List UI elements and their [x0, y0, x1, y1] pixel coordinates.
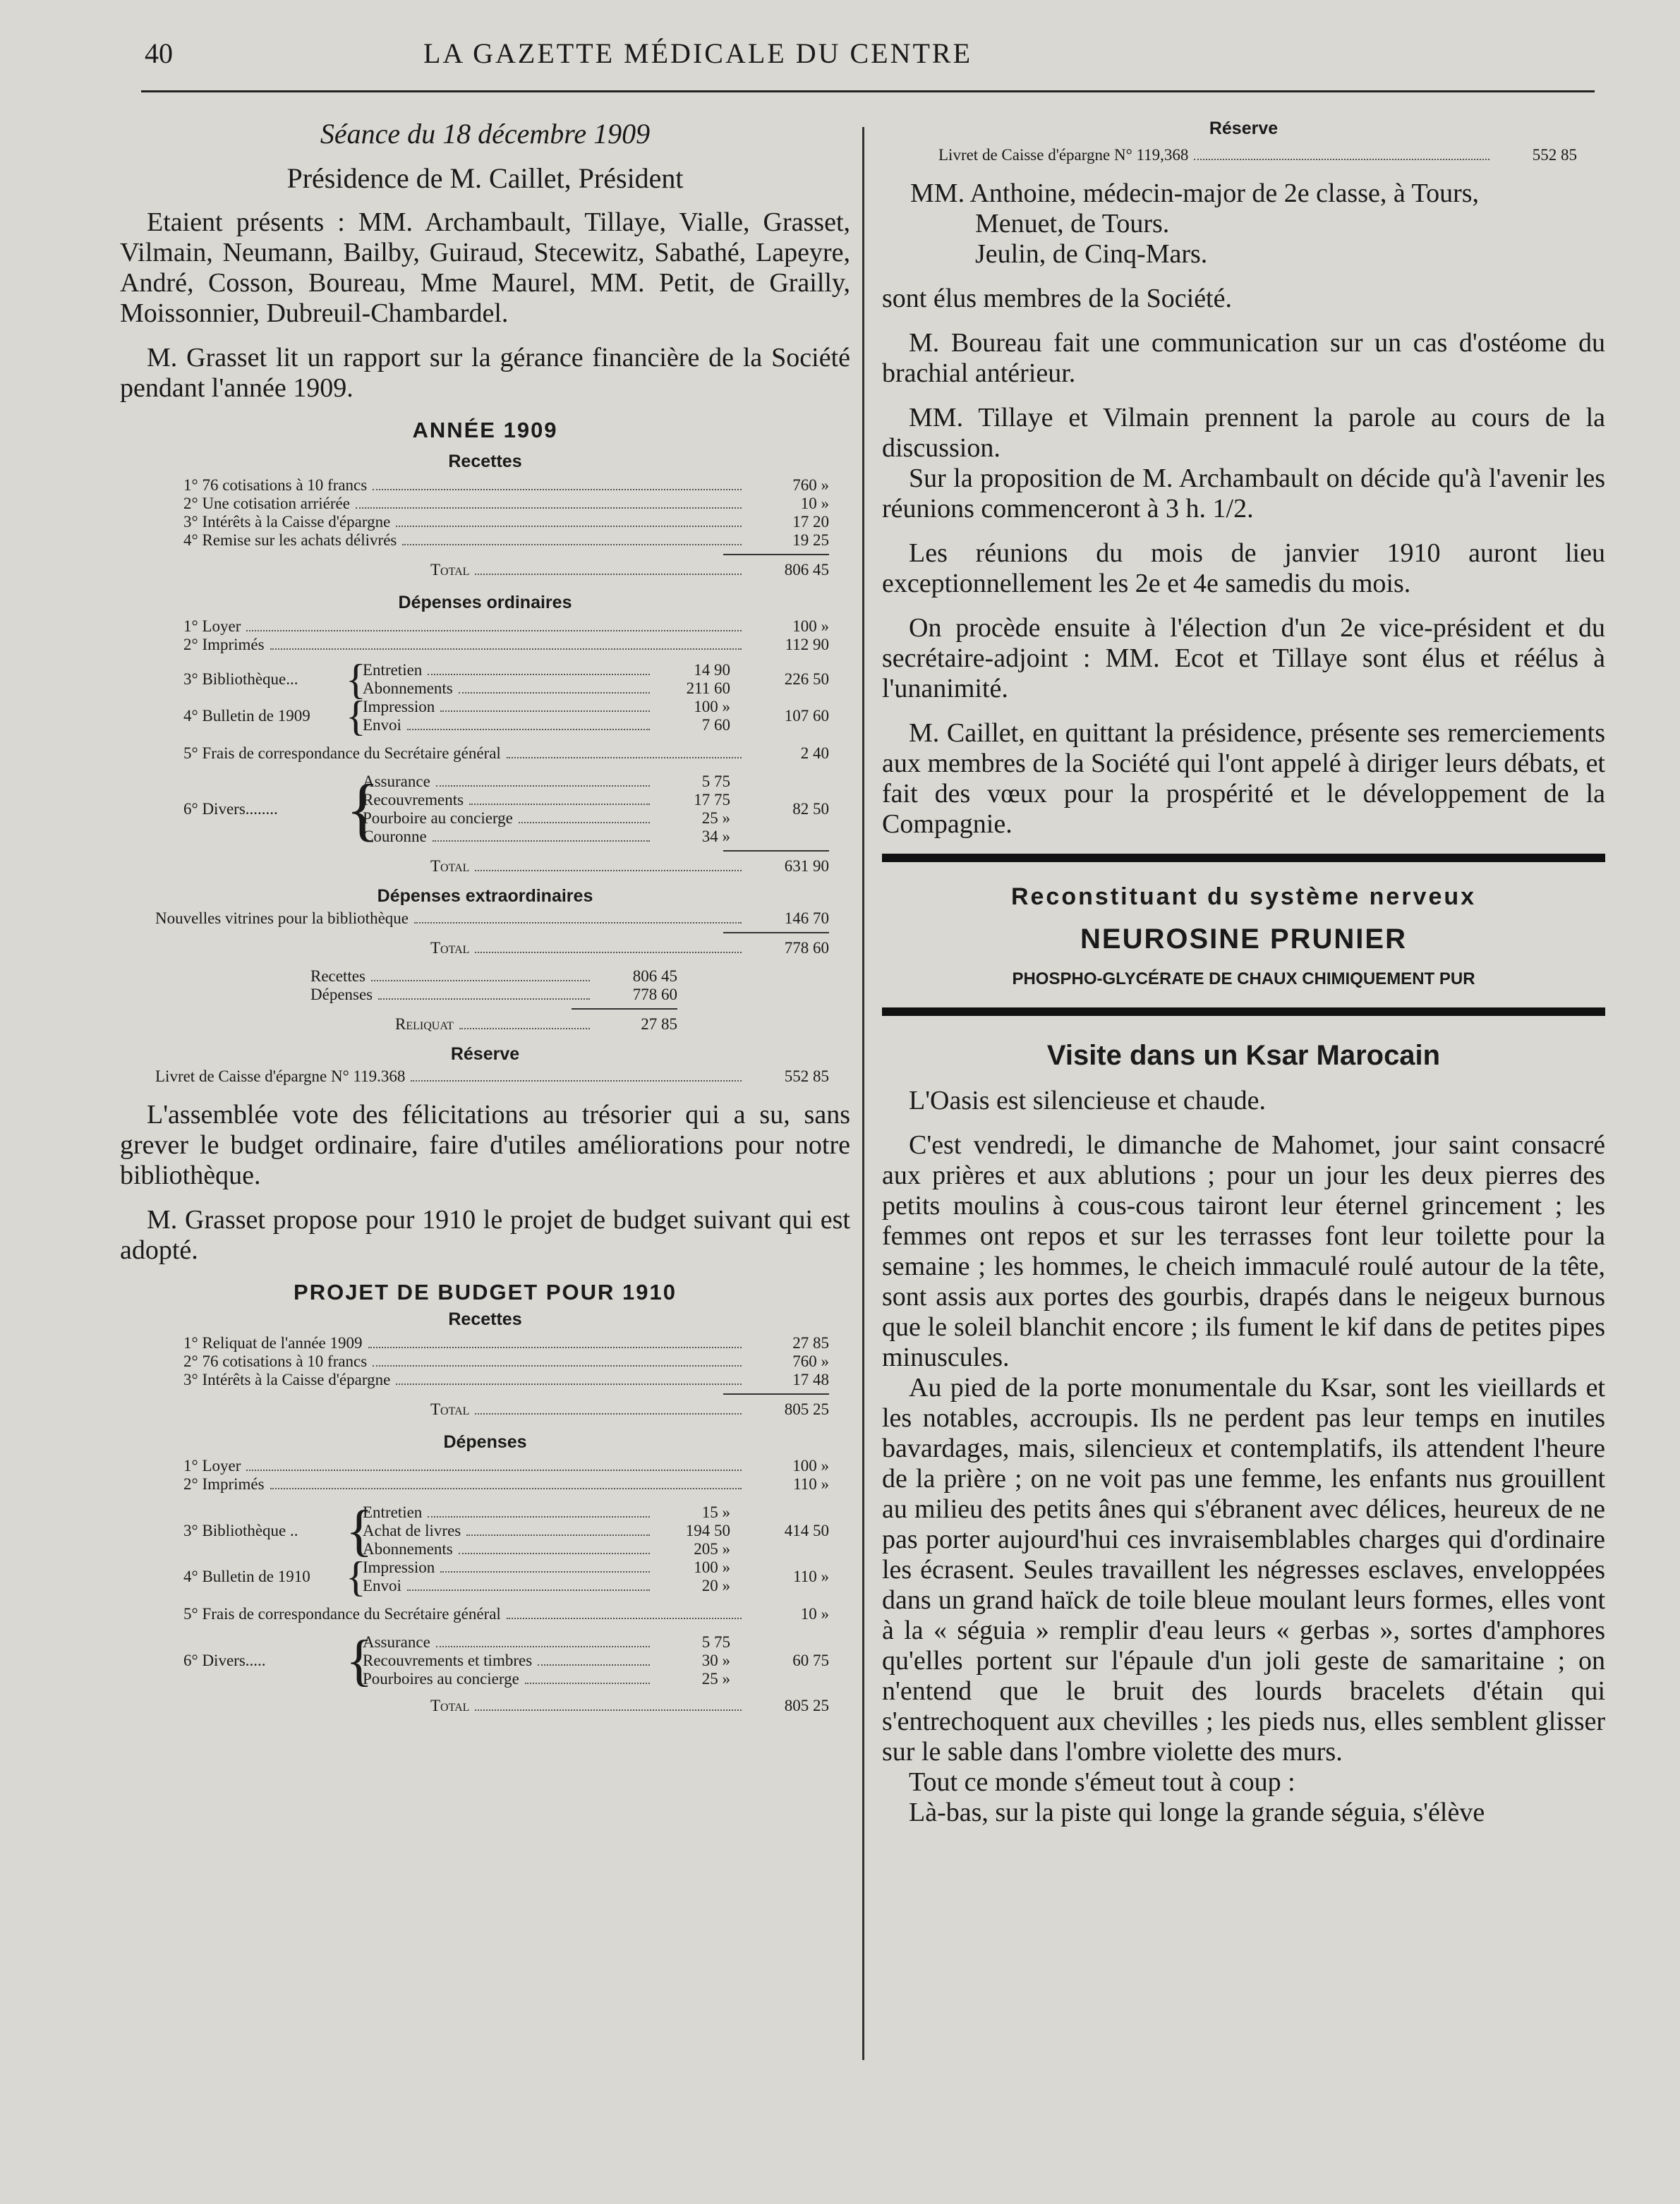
item-label: Abonnements	[363, 679, 453, 697]
bilan	[183, 967, 677, 1034]
ad-top-rule	[882, 854, 1605, 862]
group-label: 4° Bulletin de 1910	[183, 1568, 310, 1585]
item-label: Envoi	[363, 716, 401, 734]
item-label: Envoi	[363, 1577, 401, 1594]
expense-row	[155, 909, 829, 928]
accounts-1910	[120, 1330, 850, 1715]
expense-label: 5° Frais de correspondance du Secrétaire général	[183, 744, 501, 762]
expense-label: 1° Loyer	[183, 617, 241, 635]
group-total: 226 50	[784, 670, 829, 688]
bilan-label: Dépenses	[310, 986, 373, 1003]
expense-amount: 110 »	[793, 1475, 829, 1493]
item-amount: 205 »	[694, 1540, 730, 1558]
recette-label: 2° Une cotisation arriérée	[183, 495, 350, 512]
expense-row	[183, 636, 829, 654]
recette-label: 3° Intérêts à la Caisse d'épargne	[183, 1371, 391, 1388]
item-label: Couronne	[363, 828, 427, 845]
expense-label: 5° Frais de correspondance du Secrétaire général	[183, 1605, 501, 1623]
item-label: Entretien	[363, 1503, 423, 1521]
item-amount: 25 »	[701, 1670, 730, 1688]
item-amount: 17 75	[694, 791, 730, 809]
article-paragraph: L'Oasis est silencieuse et chaude.	[909, 1086, 1266, 1115]
bilan-amount: 778 60	[632, 986, 677, 1003]
article-paragraph: Là-bas, sur la piste qui longe la grande séguia, s'élève	[909, 1798, 1485, 1827]
recette-row	[183, 476, 829, 495]
proposition-text: Sur la proposition de M. Archambault on décide qu'à l'avenir les réunions commenceront à 3 h. 1/2.	[882, 464, 1605, 523]
header-rule	[141, 90, 1595, 92]
boureau-text: M. Boureau fait une communication sur un cas d'ostéome du brachial antérieur.	[882, 328, 1605, 388]
item-label: Pourboire au concierge	[363, 809, 513, 827]
group-total: 110 »	[793, 1568, 829, 1585]
expense-group-bibliotheque: 3° Bibliothèque... { Entretien 14 90 Abonnements 211 60 226 50	[183, 656, 829, 703]
expense-label: Nouvelles vitrines pour la bibliothèque	[155, 909, 409, 927]
expense-label: 2° Imprimés	[183, 636, 265, 653]
members-line: Menuet, de Tours.	[975, 209, 1170, 238]
item-amount: 25 »	[701, 809, 730, 827]
expense-row	[183, 744, 829, 763]
total-row	[183, 561, 829, 579]
recettes-title: Recettes	[448, 452, 522, 471]
item-label: Impression	[363, 698, 435, 715]
members-line: MM. Anthoine, médecin-major de 2e classe, à Tours,	[910, 178, 1480, 208]
left-column	[120, 119, 850, 1715]
reserve-title: Réserve	[450, 1044, 520, 1064]
projet-recettes-title: Recettes	[448, 1309, 522, 1329]
reserve-label: Livret de Caisse d'épargne N° 119,368	[938, 146, 1189, 164]
expense-amount: 2 40	[800, 744, 829, 762]
expense-row	[183, 1457, 829, 1475]
recette-label: 1° Reliquat de l'année 1909	[183, 1334, 363, 1352]
group-label: 4° Bulletin de 1909	[183, 707, 310, 725]
total-label: Total	[430, 857, 470, 875]
recette-amount: 17 20	[792, 513, 829, 531]
bilan-label: Recettes	[310, 967, 365, 985]
total-row	[183, 1697, 829, 1715]
total-amount: 806 45	[784, 561, 829, 579]
expense-amount: 100 »	[792, 1457, 829, 1475]
members-line: Jeulin, de Cinq-Mars.	[975, 239, 1208, 269]
rapport-text: M. Grasset lit un rapport sur la gérance financière de la Société pendant l'année 1909.	[120, 343, 850, 403]
recette-row	[183, 531, 829, 550]
reserve-amount: 552 85	[1532, 146, 1577, 164]
column-divider	[862, 127, 864, 2060]
projet-depenses-title: Dépenses	[443, 1432, 527, 1452]
item-amount: 30 »	[701, 1652, 730, 1669]
article-paragraph: Tout ce monde s'émeut tout à coup :	[909, 1767, 1295, 1797]
recette-amount: 760 »	[792, 476, 829, 494]
reserve-row	[938, 146, 1577, 164]
recette-label: 3° Intérêts à la Caisse d'épargne	[183, 513, 391, 531]
item-label: Recouvrements et timbres	[363, 1652, 533, 1669]
expense-amount: 10 »	[800, 1605, 829, 1623]
item-label: Assurance	[363, 773, 430, 790]
group-total: 414 50	[784, 1522, 829, 1539]
total-label: Total	[430, 561, 470, 579]
reserve-title: Réserve	[1209, 119, 1279, 138]
depenses-ord-title: Dépenses ordinaires	[398, 593, 572, 612]
presents-list: Etaient présents : MM. Archambault, Tillaye, Vialle, Grasset, Vilmain, Neumann, Bailby, Guiraud, Stecewitz, Sabathé, Lapeyre, André, Cosson, Boureau, Mme Maurel, MM. Petit, de Grailly, Moissonnier, Dubreuil-Chambardel.	[120, 207, 850, 328]
presidence: Présidence de M. Caillet, Président	[286, 162, 684, 194]
expense-label: 2° Imprimés	[183, 1475, 265, 1493]
ad-bottom-rule	[882, 1007, 1605, 1016]
reserve-amount: 552 85	[784, 1067, 829, 1085]
expense-amount: 146 70	[784, 909, 829, 927]
expense-group-bibliotheque: 3° Bibliothèque .. { Entretien 15 » Achat de livres 194 50 Abonnements 205 » 414 50	[183, 1500, 829, 1562]
item-amount: 194 50	[685, 1522, 730, 1539]
page-number: 40	[145, 37, 173, 69]
item-label: Assurance	[363, 1633, 430, 1651]
total-label: Total	[430, 1697, 470, 1714]
group-label: 6° Divers........	[183, 800, 278, 818]
total-row	[183, 857, 829, 876]
item-label: Achat de livres	[363, 1522, 461, 1539]
journal-title: LA GAZETTE MÉDICALE DU CENTRE	[423, 37, 973, 69]
item-amount: 34 »	[701, 828, 730, 845]
group-label: 3° Bibliothèque...	[183, 670, 298, 688]
reliquat-label: Reliquat	[395, 1015, 454, 1033]
recette-row	[183, 495, 829, 513]
item-amount: 211 60	[686, 679, 730, 697]
bilan-amount: 806 45	[632, 967, 677, 985]
item-label: Entretien	[363, 661, 423, 679]
item-amount: 5 75	[701, 1633, 730, 1651]
group-total: 82 50	[792, 800, 829, 818]
total-label: Total	[430, 1400, 470, 1418]
election-text: On procède ensuite à l'élection d'un 2e vice-président et du secrétaire-adjoint : MM. Ecot et Tillaye sont élus et réélus à l'unanimité.	[882, 613, 1605, 703]
propose-text: M. Grasset propose pour 1910 le projet de budget suivant qui est adopté.	[120, 1205, 850, 1265]
tillaye-text: MM. Tillaye et Vilmain prennent la parole au cours de la discussion.	[882, 403, 1605, 463]
expense-amount: 112 90	[785, 636, 829, 653]
projet-title: PROJET DE BUDGET POUR 1910	[294, 1280, 677, 1304]
recette-amount: 760 »	[792, 1352, 829, 1370]
group-total: 107 60	[784, 707, 829, 725]
item-label: Pourboires au concierge	[363, 1670, 519, 1688]
expense-group-divers: 6° Divers..... { Assurance 5 75 Recouvrements et timbres 30 » Pourboires au concierge 25 » 60 75	[183, 1630, 829, 1692]
recette-amount: 17 48	[792, 1371, 829, 1388]
item-amount: 14 90	[694, 661, 730, 679]
right-column	[882, 119, 1605, 1828]
expense-group-divers: 6° Divers........ { Assurance 5 75 Recouvrements 17 75 Pourboire au concierge 25 » Couronne 34 » 82 50	[183, 770, 829, 848]
item-amount: 5 75	[701, 773, 730, 790]
elus-text: sont élus membres de la Société.	[882, 284, 1232, 313]
reliquat-amount: 27 85	[641, 1015, 677, 1033]
total-row	[183, 1400, 829, 1419]
article-paragraph: C'est vendredi, le dimanche de Mahomet, jour saint consacré aux prières et aux ablutions ; pour un jour les deux pierres des petits moulins à cous-cous tairont leur éternel grincement ; les femmes ont repos et sur les terrasses font leur toilette pour la semaine ; les hommes, le cheich immaculé roulé autour de la tête, sont assis aux portes des gourbis, drapés dans le neigeux burnous que le soleil blanchit encore ; ils fument le kif dans de petites pipes minuscules.	[882, 1130, 1605, 1372]
group-label: 6° Divers.....	[183, 1652, 266, 1669]
accounts-1909	[120, 472, 850, 1086]
total-amount: 631 90	[784, 857, 829, 875]
item-amount: 100 »	[694, 698, 730, 715]
recette-row	[183, 513, 829, 531]
article-paragraph: Au pied de la porte monumentale du Ksar, sont les vieillards et les notables, accroupis. Ils ne perdent pas leur temps en inutiles bavardages, mais, silencieux et contemplatifs, ils attendent l'heure de la prière ; on ne voit pas une femme, les enfants nus grouillent au milieu des petits ânes qui s'ébranent avec délices, heureux de ne pas porter aujourd'hui ces invraisemblables charges qui d'ordinaire les écrasent. Seules travaillent les négresses esclaves, enveloppées dans un grand haïck de toile bleue moulant leurs formes, elles vont à la « séguia » remplir d'eau leurs « gerbas », sortes d'amphores qu'elles portent sur l'épaule d'un joli geste de samaritaine ; on n'entend que le bruit des lourds bracelets d'étain qui s'entrechoquent aux chevilles ; les pieds nus, elles semblent glisser sur le sable dans l'ombre violette des murs.	[882, 1373, 1605, 1767]
annee-title: ANNÉE 1909	[412, 418, 558, 442]
recette-row	[183, 1352, 829, 1371]
reserve-block	[882, 139, 1605, 164]
item-label: Impression	[363, 1558, 435, 1576]
recette-amount: 19 25	[792, 531, 829, 549]
recette-label: 4° Remise sur les achats délivrés	[183, 531, 397, 549]
reserve-row	[155, 1067, 829, 1086]
expense-group-bulletin: 4° Bulletin de 1909 { Impression 100 » Envoi 7 60 107 60	[183, 693, 829, 739]
recette-row	[183, 1334, 829, 1352]
group-label: 3° Bibliothèque ..	[183, 1522, 298, 1539]
item-amount: 20 »	[701, 1577, 730, 1594]
item-amount: 100 »	[694, 1558, 730, 1576]
reserve-label: Livret de Caisse d'épargne N° 119.368	[155, 1067, 406, 1085]
item-label: Recouvrements	[363, 791, 464, 809]
reunions-text: Les réunions du mois de janvier 1910 auront lieu exceptionnellement les 2e et 4e samedis du mois.	[882, 538, 1605, 598]
recette-amount: 27 85	[792, 1334, 829, 1352]
expense-row	[183, 617, 829, 636]
recette-row	[183, 1371, 829, 1389]
expense-label: 1° Loyer	[183, 1457, 241, 1475]
group-total: 60 75	[792, 1652, 829, 1669]
assemblee-text: L'assemblée vote des félicitations au trésorier qui a su, sans grever le budget ordinaire, faire d'utiles améliorations pour notre bibliothèque.	[120, 1100, 850, 1190]
recette-amount: 10 »	[800, 495, 829, 512]
recette-label: 2° 76 cotisations à 10 francs	[183, 1352, 368, 1370]
total-amount: 805 25	[784, 1400, 829, 1418]
ad-description: PHOSPHO-GLYCÉRATE DE CHAUX CHIMIQUEMENT PUR	[1012, 969, 1475, 988]
item-label: Abonnements	[363, 1540, 453, 1558]
ad-tagline: Reconstituant du système nerveux	[1010, 883, 1477, 910]
ad-product: NEUROSINE PRUNIER	[1080, 924, 1407, 955]
expense-amount: 100 »	[792, 617, 829, 635]
caillet-text: M. Caillet, en quittant la présidence, présente ses remerciements aux membres de la Société qui l'ont appelé à diriger leurs débats, et fait des vœux pour la prospérité et le développement de la Compagnie.	[882, 718, 1605, 839]
expense-row	[183, 1475, 829, 1494]
total-label: Total	[430, 939, 470, 957]
total-row	[183, 939, 829, 957]
recette-label: 1° 76 cotisations à 10 francs	[183, 476, 368, 494]
seance-date: Séance du 18 décembre 1909	[320, 118, 651, 150]
article-title: Visite dans un Ksar Marocain	[1046, 1040, 1441, 1071]
expense-group-bulletin: 4° Bulletin de 1910 { Impression 100 » Envoi 20 » 110 »	[183, 1554, 829, 1600]
expense-row	[183, 1605, 829, 1623]
total-amount: 778 60	[784, 939, 829, 957]
item-amount: 7 60	[701, 716, 730, 734]
depenses-extra-title: Dépenses extraordinaires	[377, 886, 593, 906]
item-amount: 15 »	[701, 1503, 730, 1521]
total-amount: 805 25	[784, 1697, 829, 1714]
